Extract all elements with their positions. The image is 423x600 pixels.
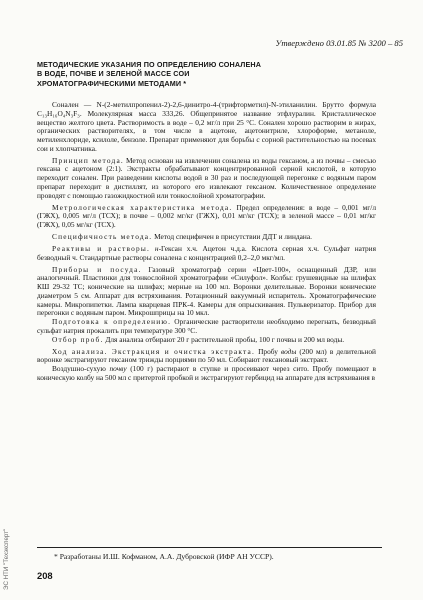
section-text: Для анализа отбирают 20 г растительной пробы, 100 г почвы и 200 мл воды. [103,334,345,344]
paragraph-specificity [37,233,376,242]
section-text: (100 г) растирают в ступке и просеивают через сито. Пробу помещают в коническую колбу на 500 мл с притертой пробкой и экстрагируют гербицид на аппарате для встряхивания в [37,364,376,382]
section-text-italic: воды [280,346,297,356]
section-text: Воздушно-сухую [52,364,110,374]
title-line-2: В ВОДЕ, ПОЧВЕ И ЗЕЛЕНОЙ МАССЕ СОИ [37,69,190,79]
paragraph-description: Соналeн — N-(2-метилпропенил-2)-2,6-динитро-4-(трифторметил)-N-этиланилин. Брутто формула C₁₃H₁₆O₄N₃F₃. Молекулярная масса 333,26. Общепринятое название этфлуралин. Кристаллическое вещество желтого цвета. Растворимость в воде – 0,2 мг/л при 25 °С. Соналeн хорошо растворим в жирах, органических растворителях, в том числе в ацетоне, ацетонитриле, хлороформе, метаноле, метиленхлориде, ксилоле, бензоле. Препарат применяют для борьбы с сорной растительностью на посевах сои и хлопчатника. [37,100,376,153]
document-body [37,101,376,383]
section-text-italic: почву [109,364,127,374]
section-label: Метрологическая характеристика метода. [52,202,233,212]
section-label: Отбор проб. [52,334,104,344]
paragraph-preparation [37,318,376,336]
section-label: Принцип метода. [52,155,124,165]
title-line-3: ХРОМАТОГРАФИЧЕСКИМИ МЕТОДАМИ * [37,78,187,88]
section-label: Приборы и посуда. [52,264,142,274]
section-subtitle: Экстракция и очистка экстракта. [107,346,256,356]
paragraph-analysis [37,348,376,366]
section-text: Газовый хроматограф серии «Цвет-100», оснащенный ДЗР, или аналогичный. Пластинки для тонкослойной хроматографии «Силуфол». Колбы: грушевидные на шлифах КШ 29-32 ТС; конические на шлифах; мерные на 100 мл. Воронки делительные. Воронки конические диаметром 5 см. Аппарат для встряхивания. Ротационный вакуумный испаритель. Хроматографические камеры. Микропипетки. Лампа кварцевая ПРК-4. Камеры для опрыскивания. Пульверизатор. Прибор для перегонки с водяным паром. Микрошприцы на 10 мкл. [37,264,376,318]
document-title [37,60,387,88]
paragraph-principle [37,157,376,201]
section-label: Реактивы и растворы. [52,244,151,253]
approval-line: Утверждено 03.01.85 № 3200 – 85 [275,38,403,48]
section-text: (200 мл) в делительной воронке экстрагируют гексаном трижды порциями по 50 мл. Собирают гексановый экстракт. [37,346,376,365]
section-text: Метод основан на извлечении соналена из воды гексаном, а из почвы – смесью гексана с ацетоном (2:1). Экстракты обрабатывают концентрированной серной кислотой, в которую переходит соналeн. При разведении кислоты водой в 30 раз и последующей перегонке с водяным паром препарат переходит в дистиллят, из которого его извлекают гексаном. Количественное определение проводят с помощью газожидкостной или тонкослойной хроматографии. [37,155,376,200]
page-number: 208 [37,570,53,581]
section-text: Предел определения: в воде – 0,001 мг/л (ГЖХ), 0,005 мг/л (ТСХ); в почве – 0,002 мг/кг (ГЖХ), 0,01 мг/кг (ТСХ); в зеленой массе – 0,01 мг/кг (ГЖХ), 0,05 мг/кг (ТСХ). [37,202,377,230]
paragraph-metrology [37,204,376,230]
section-label: Ход анализа. [52,346,108,356]
section-text-italic: н [154,244,159,253]
paragraph-equipment [37,266,376,319]
section-label: Подготовка к определению. [52,317,172,327]
footnote: * Разработаны И.Ш. Кофманом, А.А. Дубровской (ИФР АН УССР). [54,552,274,561]
paragraph-soil [37,365,376,383]
footnote-divider [37,547,382,548]
paragraph-sampling [37,336,376,345]
section-text: Органические растворители необходимо перегнать, безводный сульфат натрия прокалить при температуре 300 °С. [37,317,376,335]
paragraph-reagents [37,245,376,263]
section-text: -Гексан х.ч. Ацетон ч.д.а. Кислота серная х.ч. Сульфат натрия безводный ч. Стандартные растворы соналена с концентрацией 0,2–2,0 мкг/мл. [37,244,376,262]
section-text: Пробу [255,346,281,356]
section-label: Специфичность метода. [52,232,153,242]
section-text: Метод специфичен в присутствии ДДТ и линдана. [152,232,312,242]
watermark: ЭС НТИ "Техэксперт" [3,528,10,590]
title-line-1: МЕТОДИЧЕСКИЕ УКАЗАНИЯ ПО ОПРЕДЕЛЕНИЮ СОНАЛЕНА [37,60,262,69]
